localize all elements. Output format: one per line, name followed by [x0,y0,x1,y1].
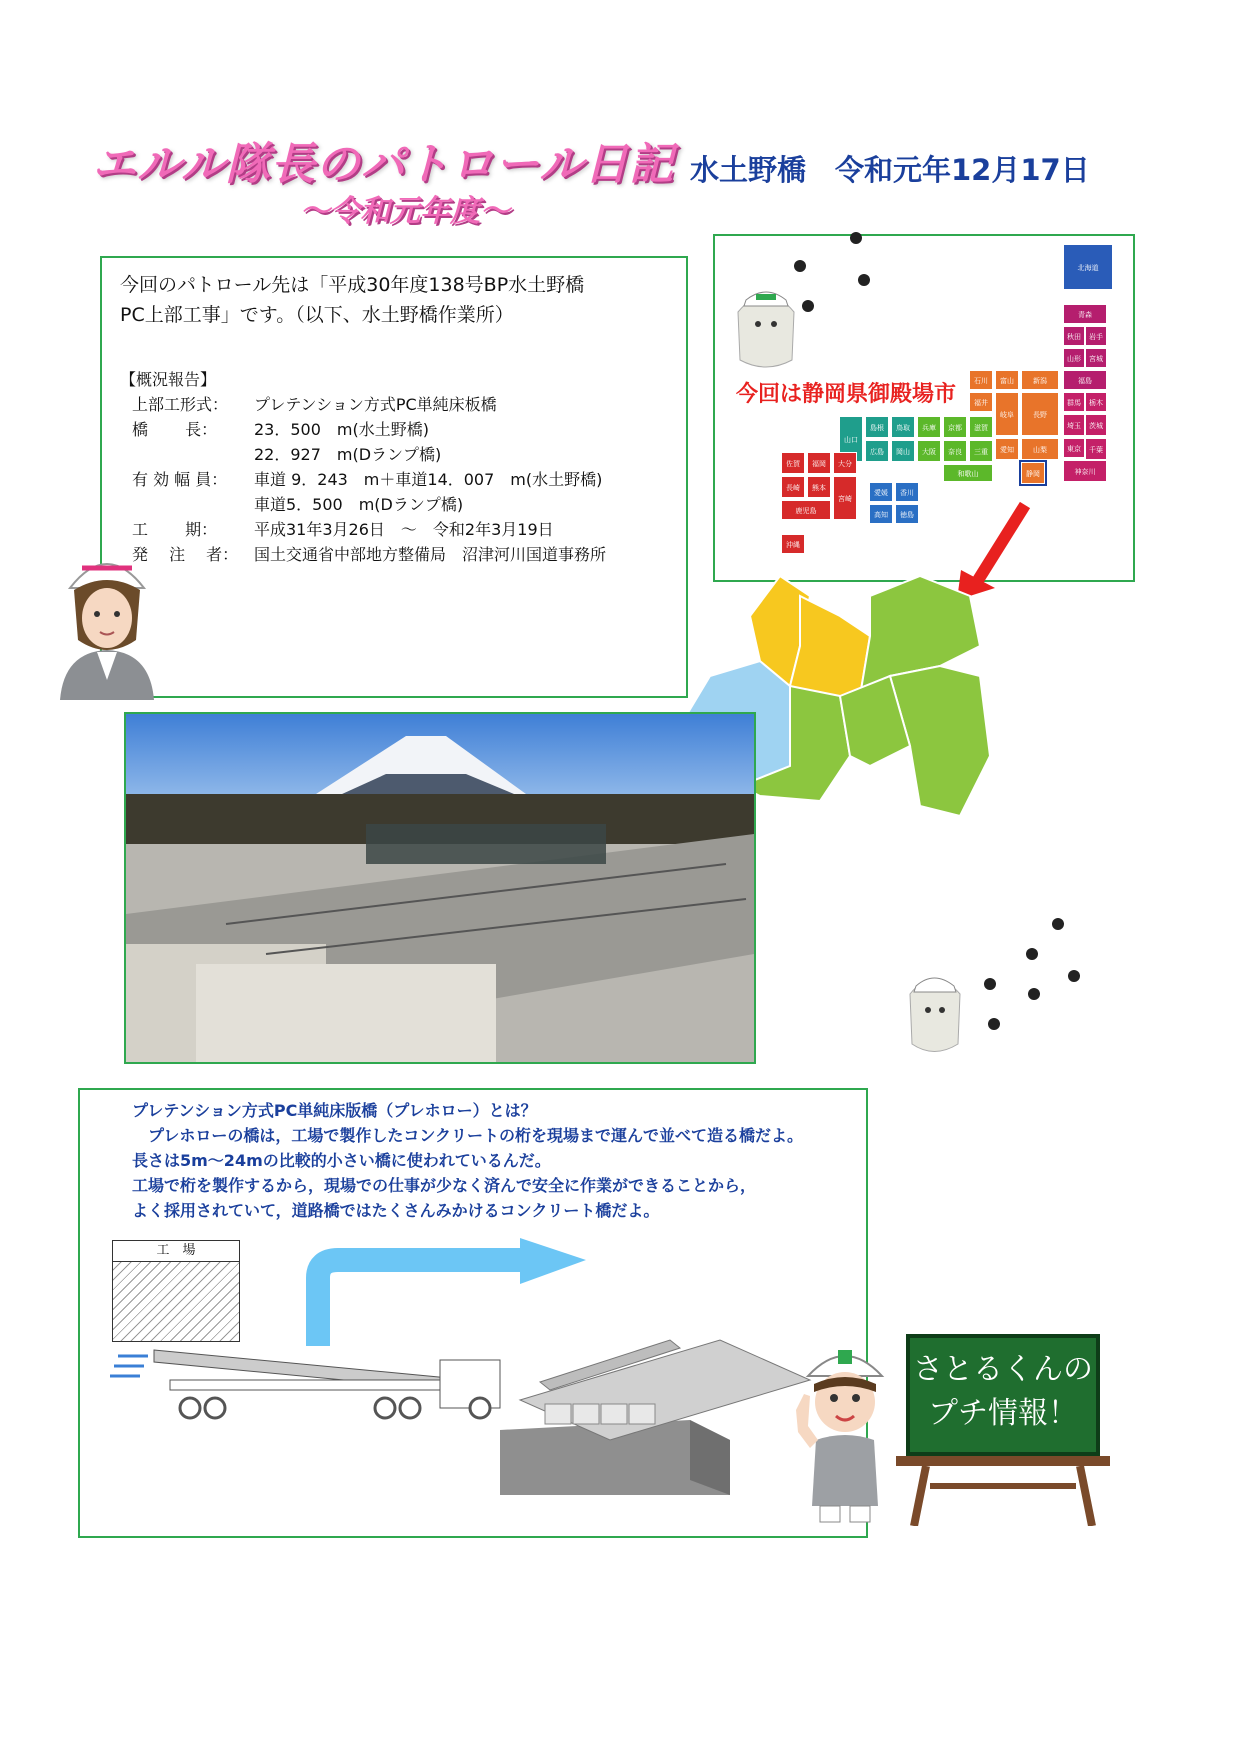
report-key: 橋 長： [132,420,218,439]
prefecture-tile: 静岡 [1021,462,1045,484]
location-date: 水土野橋 令和元年12月17日 [690,153,1090,187]
prefecture-tile: 福岡 [807,452,831,474]
prefecture-tile: 山口 [839,416,863,462]
bridge-girders-illustration [500,1320,820,1500]
board-line-1: さとるくんの [913,1352,1093,1387]
intro-line-2: PC上部工事」です。（以下、水土野橋作業所） [120,304,514,326]
report-value: 平成31年3月26日 ～ 令和2年3月19日 [254,520,554,539]
board-line-2: プチ情報！ [928,1396,1078,1431]
factory-illustration [112,1240,240,1342]
prefecture-tile: 三重 [969,440,993,462]
report-key: 上部工形式： [132,395,229,414]
info-line: 工場で桁を製作するから，現場での仕事が少なく済んで安全に作業ができることから， [132,1176,757,1195]
japan-map [755,244,1125,564]
report-value: プレテンション方式PC単純床板橋 [254,395,497,414]
prefecture-tile: 熊本 [807,476,831,498]
prefecture-tile: 青森 [1063,304,1107,324]
info-line: 長さは5m～24mの比較的小さい橋に使われているんだ。 [132,1151,551,1170]
report-row [132,442,606,467]
report-key: 工 期： [132,520,218,539]
prefecture-tile: 神奈川 [1063,460,1107,482]
prefecture-tile: 広島 [865,440,889,462]
prefecture-tile: 兵庫 [917,416,941,438]
prefecture-tile: 愛知 [995,438,1019,460]
report-row [132,492,606,517]
prefecture-tile: 高知 [869,504,893,524]
prefecture-tile: 京都 [943,416,967,438]
report-row [132,417,606,442]
report-value: 車道 9．243 m＋車道14．007 m(水土野橋) [254,470,603,489]
prefecture-tile: 長野 [1021,392,1059,436]
info-text [132,1098,872,1223]
prefecture-tile: 栃木 [1085,392,1107,412]
page-title: エルル隊長のパトロール日記 [92,139,675,190]
report-key: 発 注 者： [132,545,239,564]
prefecture-tile: 滋賀 [969,416,993,438]
prefecture-tile: 茨城 [1085,414,1107,436]
report-value: 国土交通省中部地方整備局 沼津河川国道事務所 [254,545,607,564]
prefecture-tile: 秋田 [1063,326,1085,346]
prefecture-tile: 石川 [969,370,993,390]
prefecture-tile: 宮城 [1085,348,1107,368]
report-row [132,542,606,567]
prefecture-tile: 富山 [995,370,1019,390]
prefecture-tile: 大阪 [917,440,941,462]
report-row [132,517,606,542]
info-line: よく採用されていて，道路橋ではたくさんみかけるコンクリート橋だよ。 [132,1201,660,1220]
prefecture-tile: 愛媛 [869,482,893,502]
report-row [132,392,606,417]
overview-report [120,367,607,567]
report-key [132,442,250,467]
truck-icon [110,1340,530,1450]
prefecture-tile: 千葉 [1085,438,1107,460]
prefecture-tile: 宮崎 [833,476,857,520]
prefecture-tile: 新潟 [1021,370,1059,390]
satoru-character [790,1336,900,1526]
prefecture-tile: 東京 [1063,438,1085,458]
prefecture-tile: 福島 [1063,370,1107,390]
report-value: 22．927 m(Dランプ橋) [254,445,442,464]
info-line: プレホローの橋は，工場で製作したコンクリートの桁を現場まで運んで並べて造る橋だよ。 [132,1126,804,1145]
engineer-avatar [52,540,162,700]
report-key: 有 効 幅 員： [132,470,228,489]
prefecture-tile: 岐阜 [995,392,1019,436]
prefecture-tile: 大分 [833,452,857,474]
prefecture-tile: 長崎 [781,476,805,498]
prefecture-tile: 群馬 [1063,392,1085,412]
info-line: プレテンション方式PC単純床版橋（プレホロー）とは？ [132,1101,537,1120]
prefecture-tile: 岩手 [1085,326,1107,346]
prefecture-tile: 香川 [895,482,919,502]
intro-line-1: 今回のパトロール先は「平成30年度138号BP水土野橋 [120,274,585,296]
map-callout: 今回は静岡県御殿場市 [736,382,957,407]
prefecture-tile: 和歌山 [943,464,993,482]
prefecture-tile: 山梨 [1021,438,1059,460]
prefecture-tile: 沖縄 [781,534,805,554]
prefecture-tile: 山形 [1063,348,1085,368]
report-row [132,467,606,492]
prefecture-tile: 北海道 [1063,244,1113,290]
prefecture-tile: 福井 [969,392,993,412]
report-key [132,492,250,517]
report-value: 車道5．500 m(Dランプ橋) [254,495,464,514]
prefecture-tile: 佐賀 [781,452,805,474]
prefecture-tile: 埼玉 [1063,414,1085,436]
intro-text [120,270,680,330]
petit-info-board [906,1334,1100,1456]
prefecture-tile: 鹿児島 [781,500,831,520]
prefecture-tile: 奈良 [943,440,967,462]
mascot-paws-icon [898,914,1088,1064]
prefecture-tile: 岡山 [891,440,915,462]
prefecture-tile: 鳥取 [891,416,915,438]
prefecture-tile: 島根 [865,416,889,438]
board-easel-icon [896,1456,1110,1526]
report-value: 23．500 m(水土野橋) [254,420,429,439]
page-subtitle: ～令和元年度～ [300,194,510,229]
factory-label: 工 場 [113,1241,239,1262]
report-heading: 【概況報告】 [120,370,217,389]
construction-photo [124,712,756,1064]
prefecture-tile: 徳島 [895,504,919,524]
